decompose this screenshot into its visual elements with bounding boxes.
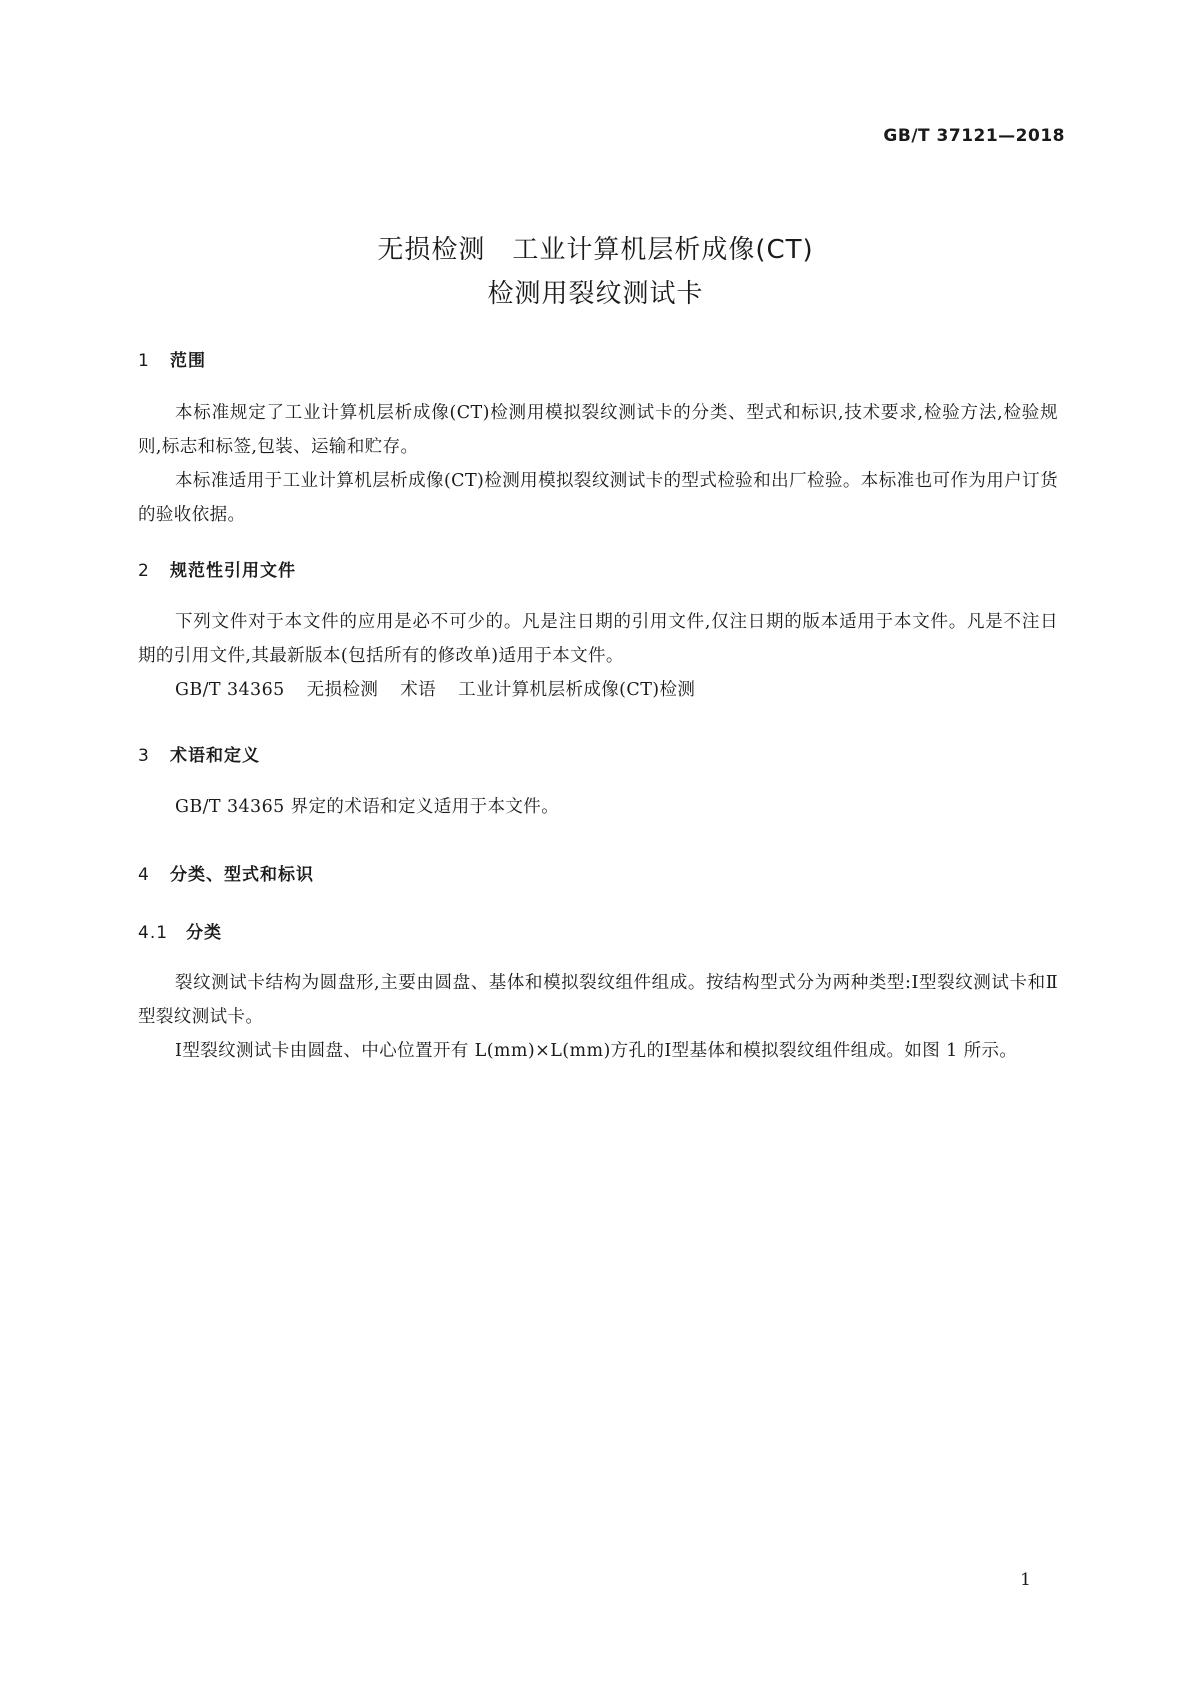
document-title <box>0 228 1191 316</box>
paragraph: 本标准适用于工业计算机层析成像(CT)检测用模拟裂纹测试卡的型式检验和出厂检验。本标准也可作为用户订货的验收依据。 <box>138 471 1058 525</box>
reference-code: GB/T 34365 <box>175 680 285 700</box>
normative-reference <box>138 673 1058 707</box>
paragraph: GB/T 34365 界定的术语和定义适用于本文件。 <box>175 797 560 817</box>
section-3-body <box>138 790 1058 824</box>
section-2-heading <box>138 556 1058 581</box>
section-number: 4 <box>138 865 150 885</box>
section-number: 4.1 <box>138 923 169 943</box>
section-1-body <box>138 396 1058 532</box>
standard-code: GB/T 37121—2018 <box>883 126 1065 146</box>
paragraph: 裂纹测试卡结构为圆盘形,主要由圆盘、基体和模拟裂纹组件组成。按结构型式分为两种类型:Ⅰ型裂纹测试卡和Ⅱ型裂纹测试卡。 <box>138 973 1058 1027</box>
section-number: 3 <box>138 746 150 766</box>
paragraph: 本标准规定了工业计算机层析成像(CT)检测用模拟裂纹测试卡的分类、型式和标识,技术要求,检验方法,检验规则,标志和标签,包装、运输和贮存。 <box>138 403 1058 457</box>
reference-title-part: 工业计算机层析成像(CT)检测 <box>458 680 696 700</box>
section-1-heading <box>138 346 1058 371</box>
section-2-body <box>138 605 1058 707</box>
section-title: 规范性引用文件 <box>170 561 296 581</box>
reference-title-part: 术语 <box>400 680 437 700</box>
page-number: 1 <box>1020 1570 1031 1590</box>
title-line-2: 检测用裂纹测试卡 <box>487 279 704 309</box>
paragraph: 下列文件对于本文件的应用是必不可少的。凡是注日期的引用文件,仅注日期的版本适用于本文件。凡是不注日期的引用文件,其最新版本(包括所有的修改单)适用于本文件。 <box>138 612 1058 666</box>
section-number: 1 <box>138 351 150 371</box>
section-title: 术语和定义 <box>170 746 260 766</box>
section-title: 分类 <box>186 923 222 943</box>
section-title: 范围 <box>170 351 206 371</box>
section-4-heading <box>138 860 1058 885</box>
section-3-heading <box>138 741 1058 766</box>
paragraph: Ⅰ型裂纹测试卡由圆盘、中心位置开有 L(mm)×L(mm)方孔的Ⅰ型基体和模拟裂纹组件组成。如图 1 所示。 <box>175 1041 1018 1061</box>
section-number: 2 <box>138 561 150 581</box>
section-title: 分类、型式和标识 <box>170 865 314 885</box>
reference-title-part: 无损检测 <box>306 680 379 700</box>
section-4-1-body <box>138 966 1058 1068</box>
section-4-1-heading <box>138 918 1058 943</box>
title-line-1: 无损检测 工业计算机层析成像(CT) <box>377 235 814 265</box>
